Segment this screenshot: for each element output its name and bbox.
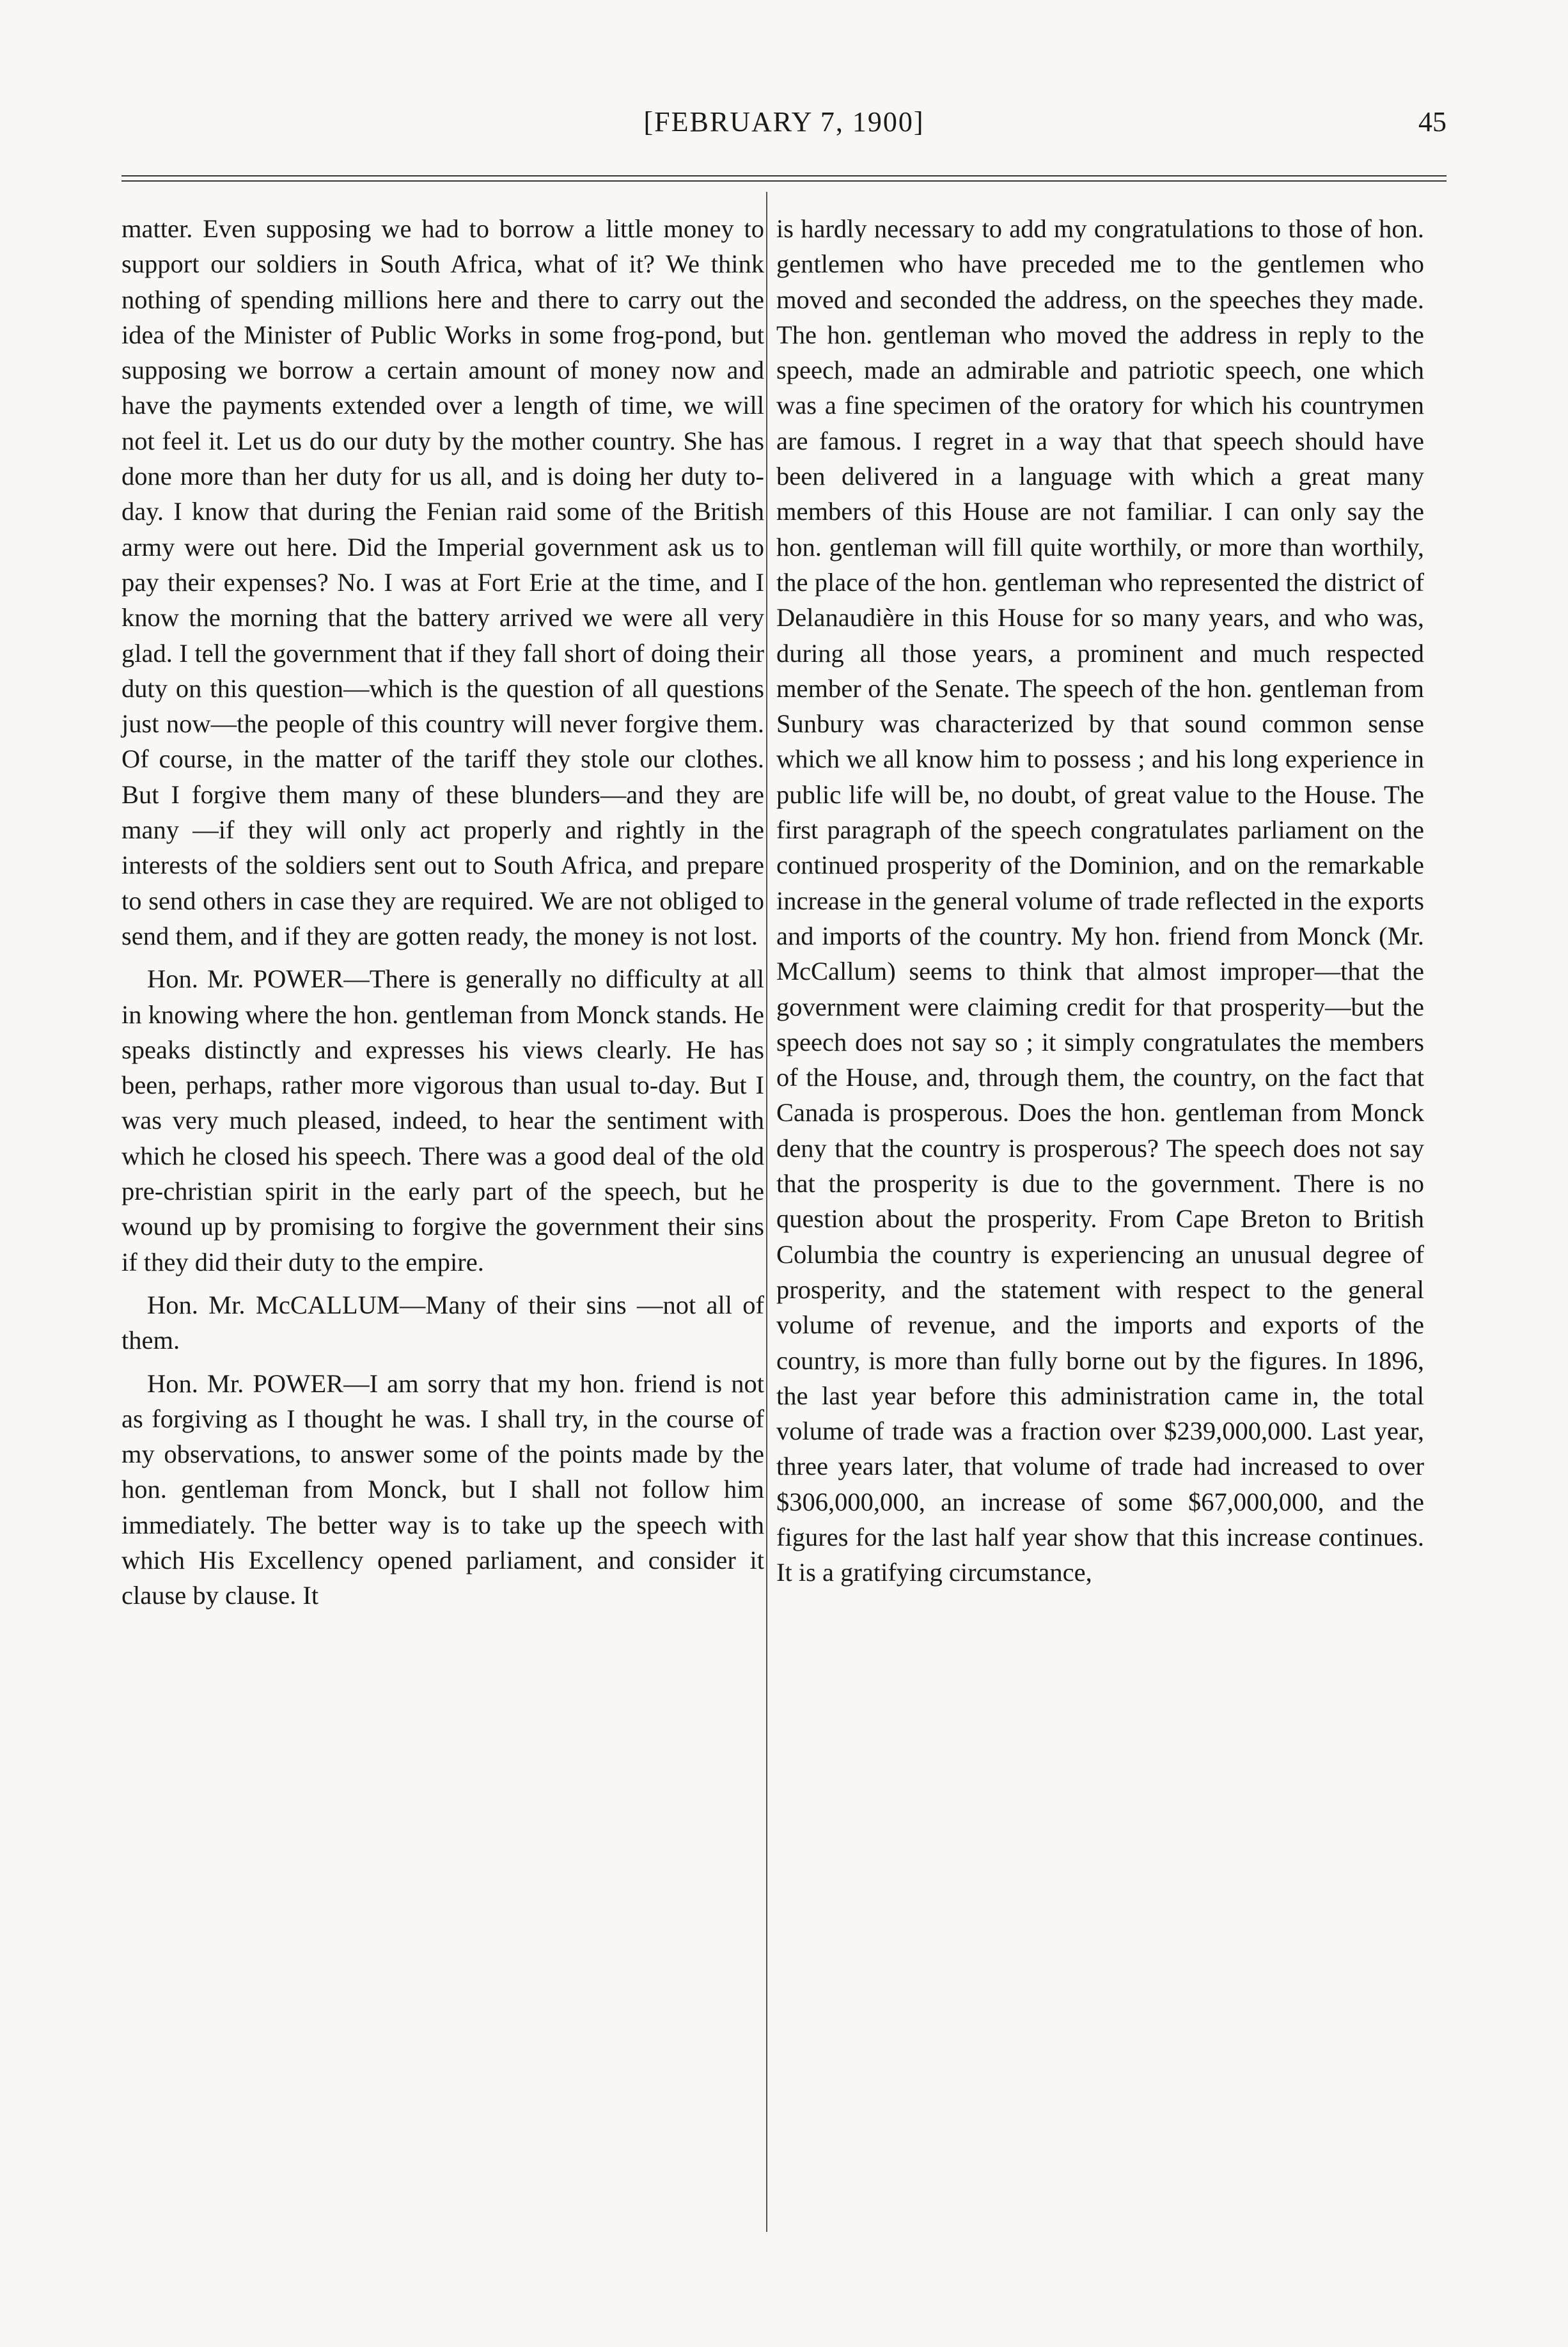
header-rule — [122, 175, 1446, 177]
page-date: [FEBRUARY 7, 1900] — [643, 106, 925, 137]
paragraph: matter. Even supposing we had to borrow a little money to support our soldiers in South Africa, what of it? We think nothing of spending millions here and there to carry out the idea of the Minister of Public Works in some frog-pond, but supposing we borrow a certain amount of money now and have the payments extended over a length of time, we will not feel it. Let us do our duty by the mother country. She has done more than her duty for us all, and is doing her duty to-day. I know that during the Fenian raid some of the British army were out here. Did the Imperial government ask us to pay their expenses? No. I was at Fort Erie at the time, and I know the morning that the battery arrived we were all very glad. I tell the government that if they fall short of doing their duty on this question—which is the question of all questions just now—the people of this country will never forgive them. Of course, in the matter of the tariff they stole our clothes. But I forgive them many of these blunders—and they are many —if they will only act properly and rightly in the interests of the soldiers sent out to South Africa, and prepare to send others in case they are required. We are not obliged to send them, and if they are gotten ready, the money is not lost. — [122, 214, 764, 950]
paragraph: Hon. Mr. POWER—There is generally no difficulty at all in knowing where the hon. gentleman from Monck stands. He speaks distinctly and expresses his views clearly. He has been, perhaps, rather more vigorous than usual to-day. But I was very much pleased, indeed, to hear the sentiment with which he closed his speech. There was a good deal of the old pre-christian spirit in the early part of the speech, but he wound up by promising to forgive the government their sins if they did their duty to the empire. — [122, 964, 764, 1276]
page-number: 45 — [1418, 106, 1446, 137]
left-column — [122, 211, 764, 1621]
paragraph: Hon. Mr. POWER—I am sorry that my hon. friend is not as forgiving as I thought he was. I shall try, in the course of my observations, to answer some of the points made by the hon. gentleman from Monck, but I shall not follow him immediately. The better way is to take up the speech with which His Excellency opened parliament, and consider it clause by clause. It — [122, 1369, 764, 1610]
paragraph: Hon. Mr. McCALLUM—Many of their sins —not all of them. — [122, 1290, 764, 1355]
paragraph: is hardly necessary to add my congratulations to those of hon. gentlemen who have preceded me to the gentlemen who moved and seconded the address, on the speeches they made. The hon. gentleman who moved the address in reply to the speech, made an admirable and patriotic speech, one which was a fine specimen of the oratory for which his countrymen are famous. I regret in a way that that speech should have been delivered in a language with which a great many members of this House are not familiar. I can only say the hon. gentleman will fill quite worthily, or more than worthily, the place of the hon. gentleman who represented the district of Delanaudière in this House for so many years, and who was, during all those years, a prominent and much respected member of the Senate. The speech of the hon. gentleman from Sunbury was characterized by that sound common sense which we all know him to possess ; and his long experience in public life will be, no doubt, of great value to the House. The first paragraph of the speech congratulates parliament on the continued prosperity of the Dominion, and on the remarkable increase in the general volume of trade reflected in the exports and imports of the country. My hon. friend from Monck (Mr. McCallum) seems to think that almost improper—that the government were claiming credit for that prosperity—but the speech does not say so ; it simply congratulates the members of the House, and, through them, the country, on the fact that Canada is prosperous. Does the hon. gentleman from Monck deny that the country is prosperous? The speech does not say that the prosperity is due to the government. There is no question about the prosperity. From Cape Breton to British Columbia the country is experiencing an unusual degree of prosperity, and the statement with respect to the general volume of revenue, and the imports and exports of the country, is more than fully borne out by the figures. In 1896, the last year before this administration came in, the total volume of trade was a fraction over $239,000,000. Last year, three years later, that volume of trade had increased to over $306,000,000, an increase of some $67,000,000, and the figures for the last half year show that this increase continues. It is a gratifying circumstance, — [776, 214, 1424, 1587]
column-divider — [766, 192, 767, 2232]
header-rule-thin — [122, 180, 1446, 182]
right-column — [776, 211, 1424, 1598]
page-header — [122, 106, 1446, 150]
